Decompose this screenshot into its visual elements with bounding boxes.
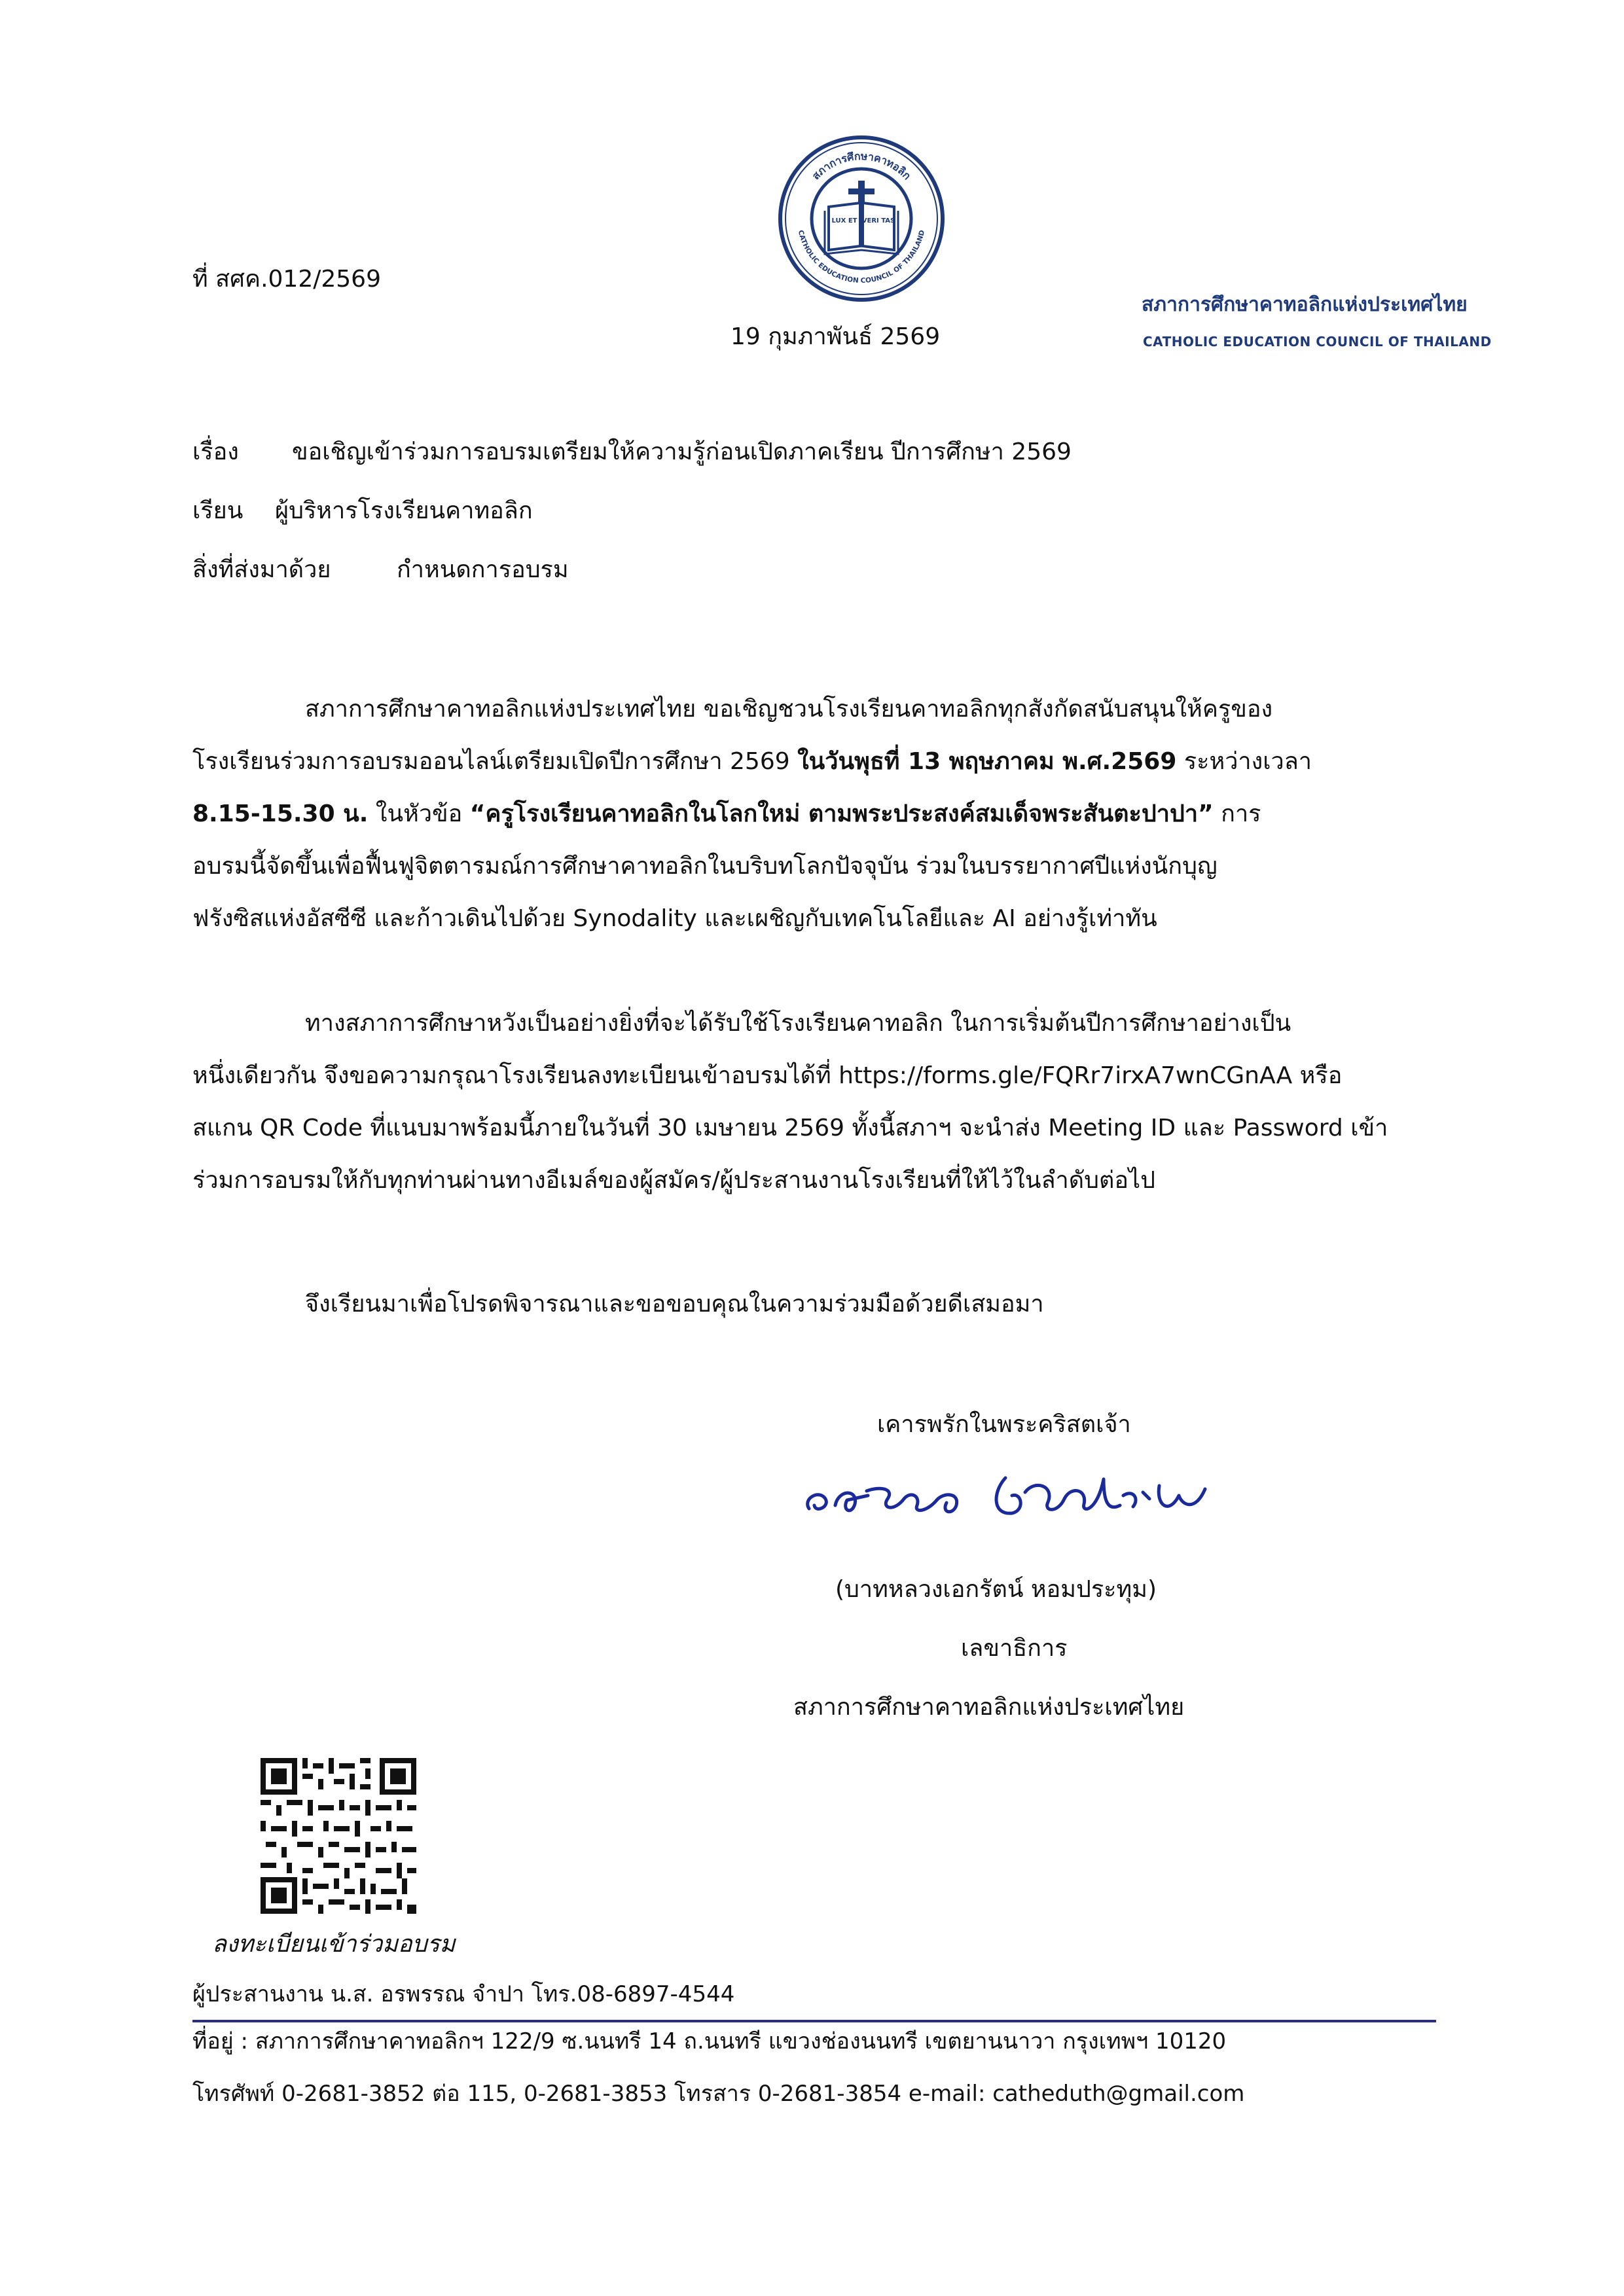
footer-contact: โทรศัพท์ 0-2681-3852 ต่อ 115, 0-2681-3853 โทรสาร 0-2681-3854 e-mail: catheduth@gmail.com bbox=[192, 2081, 1245, 2107]
closing-salutation: เคารพรักในพระคริสตเจ้า bbox=[877, 1411, 1131, 1438]
council-logo bbox=[778, 135, 945, 302]
addressee-label: เรียน bbox=[192, 497, 244, 524]
body-paragraph-2 bbox=[192, 997, 1456, 1207]
training-date: ในวันพุธที่ 13 พฤษภาคม พ.ศ.2569 bbox=[797, 748, 1177, 775]
handwritten-signature-icon bbox=[796, 1460, 1228, 1532]
svg-text:สภาการศึกษาคาทอลิก bbox=[810, 150, 914, 182]
training-topic: “ครูโรงเรียนคาทอลิกในโลกใหม่ ตามพระประสงค์สมเด็จพระสันตะปาปา” bbox=[469, 800, 1214, 827]
training-time: 8.15-15.30 น. bbox=[192, 800, 369, 827]
paragraph-text: การ bbox=[1213, 800, 1261, 827]
signature bbox=[796, 1460, 1228, 1532]
subject-text: ขอเชิญเข้าร่วมการอบรมเตรียมให้ความรู้ก่อนเปิดภาคเรียน ปีการศึกษา 2569 bbox=[292, 439, 1072, 465]
logo-book-left-text: LUX ET bbox=[831, 217, 857, 224]
org-name-english: CATHOLIC EDUCATION COUNCIL OF THAILAND bbox=[1143, 334, 1492, 350]
paragraph-line: ทางสภาการศึกษาหวังเป็นอย่างยิ่งที่จะได้รับใช้โรงเรียนคาทอลิก ในการเริ่มต้นปีการศึกษาอย่างเป็น bbox=[305, 1010, 1291, 1037]
council-seal-icon bbox=[778, 135, 945, 302]
paragraph-line bbox=[192, 736, 1456, 788]
signer-name: (บาทหลวงเอกรัตน์ หอมประทุม) bbox=[835, 1576, 1157, 1603]
enclosure-label: สิ่งที่ส่งมาด้วย bbox=[192, 556, 331, 583]
paragraph-line: สภาการศึกษาคาทอลิกแห่งประเทศไทย ขอเชิญชวนโรงเรียนคาทอลิกทุกสังกัดสนับสนุนให้ครูของ bbox=[305, 696, 1273, 723]
paragraph-line: สแกน QR Code ที่แนบมาพร้อมนี้ภายในวันที่ 30 เมษายน 2569 ทั้งนี้สภาฯ จะนำส่ง Meeting ID และ Password เข้า bbox=[192, 1115, 1388, 1141]
footer-address: ที่อยู่ : สภาการศึกษาคาทอลิกฯ 122/9 ซ.นนทรี 14 ถ.นนทรี แขวงช่องนนทรี เขตยานนาวา กรุงเทพฯ 10120 bbox=[192, 2028, 1227, 2054]
signer-title: เลขาธิการ bbox=[961, 1635, 1068, 1662]
paragraph-text: ระหว่างเวลา bbox=[1176, 748, 1312, 775]
paragraph-line: ฟรังซิสแห่งอัสซีซี และก้าวเดินไปด้วย Synodality และเผชิญกับเทคโนโลยีและ AI อย่างรู้เท่าทัน bbox=[192, 905, 1157, 932]
paragraph-line bbox=[192, 788, 1456, 840]
addressee-text: ผู้บริหารโรงเรียนคาทอลิก bbox=[275, 497, 533, 524]
coordinator-contact: ผู้ประสานงาน น.ส. อรพรรณ จำปา โทร.08-6897-4544 bbox=[192, 1981, 735, 2007]
logo-book-right-text: VERI TAS bbox=[861, 217, 895, 224]
paragraph-line: อบรมนี้จัดขึ้นเพื่อฟื้นฟูจิตตารมณ์การศึกษาคาทอลิกในบริบทโลกปัจจุบัน ร่วมในบรรยากาศปีแห่งนักบุญ bbox=[192, 853, 1218, 880]
signer-organization: สภาการศึกษาคาทอลิกแห่งประเทศไทย bbox=[793, 1694, 1185, 1721]
logo-ring-top-text: สภาการศึกษาคาทอลิก bbox=[809, 149, 914, 183]
paragraph-text: โรงเรียนร่วมการอบรมออนไลน์เตรียมเปิดปีการศึกษา 2569 bbox=[192, 748, 798, 775]
paragraph-line: ร่วมการอบรมให้กับทุกท่านผ่านทางอีเมล์ของผู้สมัคร/ผู้ประสานงานโรงเรียนที่ให้ไว้ในลำดับต่อไป bbox=[192, 1167, 1155, 1194]
org-name-thai: สภาการศึกษาคาทอลิกแห่งประเทศไทย bbox=[1142, 293, 1468, 316]
subject-label: เรื่อง bbox=[192, 439, 239, 465]
paragraph-text: ในหัวข้อ bbox=[368, 800, 470, 827]
reference-number: ที่ สศค.012/2569 bbox=[192, 266, 381, 293]
footer-divider bbox=[192, 2020, 1436, 2022]
letter-date: 19 กุมภาพันธ์ 2569 bbox=[731, 323, 941, 350]
registration-link-line: หนึ่งเดียวกัน จึงขอความกรุณาโรงเรียนลงทะเบียนเข้าอบรมได้ที่ https://forms.gle/FQRr7irxA7wnCGnAA หรือ bbox=[192, 1062, 1343, 1089]
body-paragraph-3: จึงเรียนมาเพื่อโปรดพิจารณาและขอขอบคุณในความร่วมมือด้วยดีเสมอมา bbox=[305, 1291, 1044, 1318]
qr-caption: ลงทะเบียนเข้าร่วมอบรม bbox=[212, 1931, 456, 1958]
enclosure-text: กำหนดการอบรม bbox=[397, 556, 569, 583]
qr-code-icon bbox=[261, 1758, 416, 1914]
logo-ring-bottom-text: CATHOLIC EDUCATION COUNCIL OF THAILAND bbox=[796, 229, 927, 285]
registration-qr-code[interactable] bbox=[261, 1758, 416, 1914]
body-paragraph-1 bbox=[192, 683, 1456, 945]
